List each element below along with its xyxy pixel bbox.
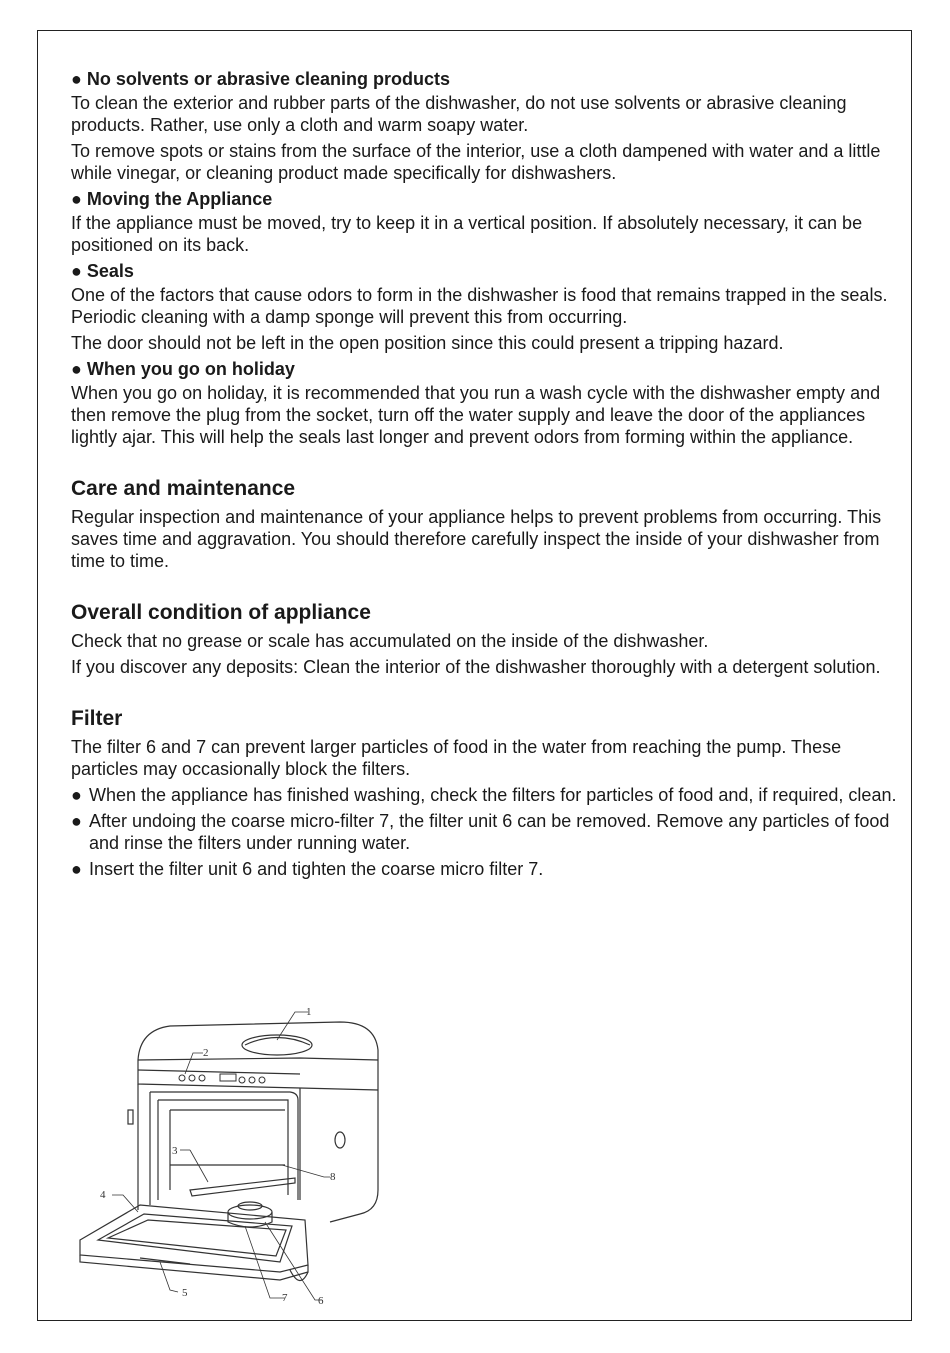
diagram-label-8: 8 xyxy=(330,1171,336,1183)
diagram-label-7: 7 xyxy=(282,1292,288,1304)
filter-bullet-3-text: Insert the filter unit 6 and tighten the coarse micro filter 7. xyxy=(89,859,544,879)
condition-p2: If you discover any deposits: Clean the interior of the dishwasher thoroughly with a detergent solution. xyxy=(71,657,881,677)
bullet-glyph: ● xyxy=(71,189,82,209)
dishwasher-diagram xyxy=(60,1000,400,1310)
care-p1: Regular inspection and maintenance of your appliance helps to prevent problems from occurring. This saves time and aggravation. You should therefore carefully inspect the inside of your dishwasher from time to time. xyxy=(71,507,882,571)
condition-p1: Check that no grease or scale has accumulated on the inside of the dishwasher. xyxy=(71,631,709,651)
bullet-glyph: ● xyxy=(71,859,82,879)
diagram-label-3: 3 xyxy=(172,1145,178,1157)
care-title: Care and maintenance xyxy=(71,477,296,500)
diagram-label-2: 2 xyxy=(203,1047,209,1059)
filter-bullet-2 xyxy=(71,810,901,854)
heading-seals-text: Seals xyxy=(86,261,134,281)
heading-solvents-text: No solvents or abrasive cleaning products xyxy=(86,69,450,89)
seals-p2: The door should not be left in the open position since this could present a tripping hazard. xyxy=(71,333,784,353)
bullet-glyph: ● xyxy=(71,69,82,89)
diagram-label-4: 4 xyxy=(100,1189,106,1201)
bullet-glyph: ● xyxy=(71,359,82,379)
bullet-glyph: ● xyxy=(71,261,82,281)
diagram-label-6: 6 xyxy=(318,1295,324,1307)
solvents-p1: To clean the exterior and rubber parts of the dishwasher, do not use solvents or abrasive cleaning products. Rather, use only a cloth and warm soapy water. xyxy=(71,93,847,135)
diagram-label-5: 5 xyxy=(182,1287,188,1299)
moving-p1: If the appliance must be moved, try to keep it in a vertical position. If absolutely necessary, it can be positioned on its back. xyxy=(71,213,863,255)
bullet-glyph: ● xyxy=(71,785,82,805)
filter-title: Filter xyxy=(71,707,123,730)
filter-bullet-3 xyxy=(71,858,901,880)
filter-bullet-2-text: After undoing the coarse micro-filter 7, the filter unit 6 can be removed. Remove any particles of food and rinse the filters under running water. xyxy=(89,811,890,853)
heading-moving xyxy=(71,188,901,210)
diagram-label-1: 1 xyxy=(306,1006,312,1018)
manual-content xyxy=(71,68,901,884)
heading-holiday-text: When you go on holiday xyxy=(86,359,295,379)
condition-title: Overall condition of appliance xyxy=(71,601,371,624)
filter-bullet-1 xyxy=(71,784,901,806)
heading-holiday xyxy=(71,358,901,380)
seals-p1: One of the factors that cause odors to form in the dishwasher is food that remains trapped in the seals. Periodic cleaning with a damp sponge will prevent this from occurring. xyxy=(71,285,888,327)
heading-solvents xyxy=(71,68,901,90)
solvents-p2: To remove spots or stains from the surface of the interior, use a cloth dampened with water and a little while vinegar, or cleaning product made specifically for dishwashers. xyxy=(71,141,881,183)
filter-bullet-1-text: When the appliance has finished washing, check the filters for particles of food and, if required, clean. xyxy=(89,785,897,805)
heading-seals xyxy=(71,260,901,282)
holiday-p1: When you go on holiday, it is recommended that you run a wash cycle with the dishwasher empty and then remove the plug from the socket, turn off the water supply and leave the door of the appliances lightly ajar. This will help the seals last longer and prevent odors from forming within the appliance. xyxy=(71,383,881,447)
heading-moving-text: Moving the Appliance xyxy=(86,189,273,209)
bullet-glyph: ● xyxy=(71,811,82,831)
filter-p1: The filter 6 and 7 can prevent larger particles of food in the water from reaching the pump. These particles may occasionally block the filters. xyxy=(71,737,842,779)
